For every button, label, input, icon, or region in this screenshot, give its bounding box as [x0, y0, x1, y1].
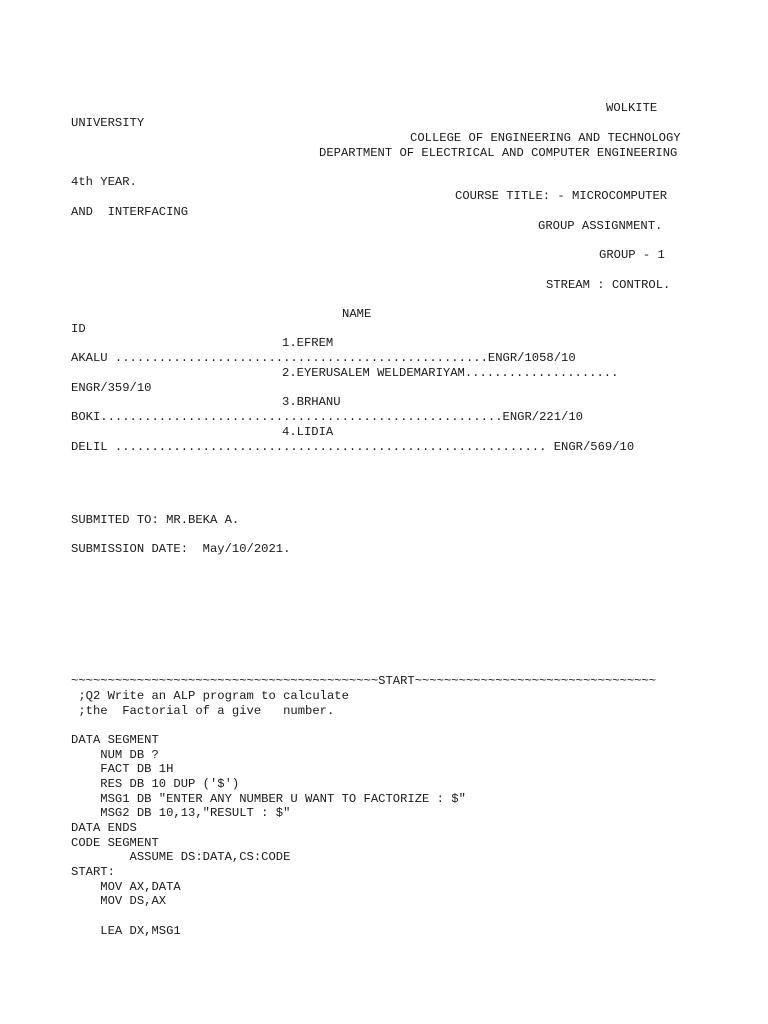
- code-line: NUM DB ?: [71, 748, 159, 762]
- course-title-line1: COURSE TITLE: - MICROCOMPUTER: [455, 189, 668, 203]
- code-line: MSG2 DB 10,13,"RESULT : $": [71, 806, 291, 820]
- department-name: DEPARTMENT OF ELECTRICAL AND COMPUTER ENGINEERING: [319, 146, 678, 160]
- code-line: ;the Factorial of a give number.: [71, 704, 335, 718]
- university-name-line1: WOLKITE: [606, 101, 658, 115]
- stream-label: STREAM : CONTROL.: [546, 278, 671, 292]
- college-name: COLLEGE OF ENGINEERING AND TECHNOLOGY: [410, 131, 681, 145]
- assignment-label: GROUP ASSIGNMENT.: [538, 219, 663, 233]
- year-label: 4th YEAR.: [71, 175, 137, 189]
- code-line: DATA SEGMENT: [71, 733, 159, 747]
- code-line: RES DB 10 DUP ('$'): [71, 777, 240, 791]
- code-line: ASSUME DS:DATA,CS:CODE: [71, 850, 291, 864]
- code-line: FACT DB 1H: [71, 762, 174, 776]
- member-3-line1: 3.BRHANU: [282, 395, 341, 409]
- code-line: MSG1 DB "ENTER ANY NUMBER U WANT TO FACTORIZE : $": [71, 792, 466, 806]
- member-4-line1: 4.LIDIA: [282, 425, 334, 439]
- submission-date: SUBMISSION DATE: May/10/2021.: [71, 542, 291, 556]
- code-line: DATA ENDS: [71, 821, 137, 835]
- name-column-header: NAME: [342, 307, 372, 321]
- submitted-to: SUBMITED TO: MR.BEKA A.: [71, 513, 240, 527]
- code-line: LEA DX,MSG1: [71, 924, 181, 938]
- code-line: ;Q2 Write an ALP program to calculate: [71, 689, 349, 703]
- code-line: CODE SEGMENT: [71, 836, 159, 850]
- start-banner: ~~~~~~~~~~~~~~~~~~~~~~~~~~~~~~~~~~~~~~~~~~START~~~~~~~~~~~~~~~~~~~~~~~~~~~~~~~~~: [71, 674, 657, 688]
- member-2-line2: ENGR/359/10: [71, 381, 152, 395]
- group-label: GROUP - 1: [599, 248, 665, 262]
- course-title-line2: AND INTERFACING: [71, 205, 189, 219]
- member-3-line2: BOKI.......................................................ENGR/221/10: [71, 410, 583, 424]
- member-2-line1: 2.EYERUSALEM WELDEMARIYAM.....................: [282, 366, 619, 380]
- member-1-line1: 1.EFREM: [282, 336, 334, 350]
- university-name-line2: UNIVERSITY: [71, 116, 145, 130]
- member-1-line2: AKALU ...................................................ENGR/1058/10: [71, 351, 576, 365]
- code-line: START:: [71, 865, 115, 879]
- code-line: MOV DS,AX: [71, 894, 167, 908]
- code-line: MOV AX,DATA: [71, 880, 181, 894]
- member-4-line2: DELIL ........................................................... ENGR/569/10: [71, 440, 635, 454]
- id-column-header: ID: [71, 322, 86, 336]
